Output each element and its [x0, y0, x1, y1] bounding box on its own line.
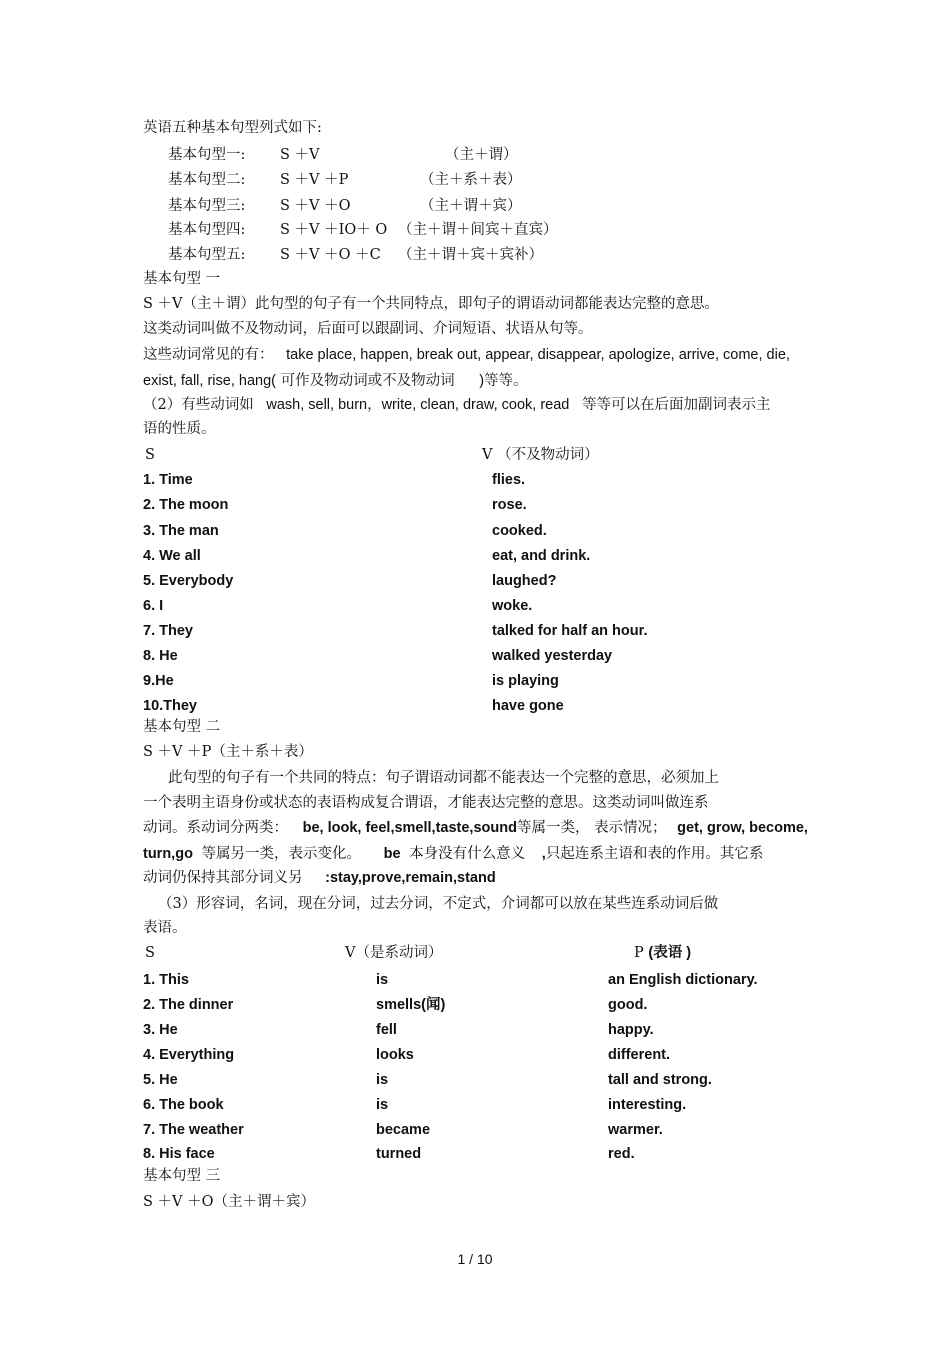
column-header-text: (表语 ) — [648, 945, 692, 961]
paragraph-text: 动词仍保持其部分词义另 — [143, 870, 303, 886]
verb-cell: flies. — [492, 472, 526, 488]
subject-cell: 2. The moon — [143, 497, 229, 513]
subject-cell: 3. The man — [143, 523, 219, 539]
intro-line: 英语五种基本句型列式如下: — [143, 120, 322, 136]
section-heading: 基本句型 一 — [143, 271, 221, 287]
subject-cell: 1. Time — [143, 472, 193, 488]
paragraph — [143, 818, 808, 838]
paragraph: 此句型的句子有一个共同的特点：句子谓语动词都不能表达一个完整的意思，必须加上 — [168, 770, 719, 786]
verb-cell: smells(闻) — [376, 997, 446, 1013]
paragraph-text: 可作及物动词或不及物动词 — [280, 373, 455, 389]
subject-cell: 8. His face — [143, 1146, 215, 1162]
subject-cell: 3. He — [143, 1022, 178, 1038]
paragraph-text: 动词。系动词分两类： — [143, 820, 288, 836]
subject-cell: 5. He — [143, 1072, 178, 1088]
pattern-meaning: （主＋系＋表） — [420, 172, 522, 188]
predicative-cell: tall and strong. — [608, 1072, 712, 1088]
pattern-formula: S ＋V ＋IO＋ O — [280, 222, 388, 238]
paragraph-text: wash, sell, burn，write, clean, draw, cook, read — [266, 397, 570, 413]
paragraph: 一个表明主语身份或状态的表语构成复合谓语，才能表达完整的意思。这类动词叫做连系 — [143, 795, 709, 811]
paragraph-text: 本身没有什么意义 — [409, 846, 526, 862]
section-heading: 基本句型 三 — [143, 1168, 221, 1184]
verb-cell: turned — [376, 1146, 422, 1162]
formula-line: S ＋V ＋P（主＋系＋表） — [143, 744, 313, 760]
paragraph: 表语。 — [143, 920, 187, 936]
paragraph-text: 只起连系主语和表的作用。其它系 — [545, 846, 764, 862]
predicative-cell: good. — [608, 997, 648, 1013]
column-header-text: P — [634, 945, 644, 961]
subject-cell: 7. The weather — [143, 1122, 244, 1138]
paragraph — [143, 844, 763, 864]
pattern-formula: S ＋V ＋P — [280, 172, 349, 188]
paragraph-text: :stay,prove,remain,stand — [325, 870, 496, 886]
predicative-cell: different. — [608, 1047, 671, 1063]
section-heading: 基本句型 二 — [143, 719, 221, 735]
paragraph: 这类动词叫做不及物动词，后面可以跟副词、介词短语、状语从句等。 — [143, 321, 593, 337]
subject-cell: 2. The dinner — [143, 997, 234, 1013]
subject-cell: 10.They — [143, 698, 197, 714]
pattern-meaning: （主＋谓＋间宾＋直宾） — [398, 222, 558, 238]
verb-cell: eat, and drink. — [492, 548, 591, 564]
subject-cell: 4. Everything — [143, 1047, 235, 1063]
paragraph: 语的性质。 — [143, 421, 216, 437]
paragraph-text: exist, fall, rise, hang( — [143, 373, 276, 389]
paragraph-text: , — [541, 846, 546, 862]
paragraph — [143, 345, 790, 365]
page-number: 1 / 10 — [457, 1251, 493, 1267]
predicative-cell: an English dictionary. — [608, 972, 758, 988]
column-header-s: S — [145, 447, 155, 463]
column-header-p — [634, 943, 691, 963]
subject-cell: 4. We all — [143, 548, 201, 564]
pattern-formula: S ＋V — [280, 147, 320, 163]
pattern-label: 基本句型三: — [168, 198, 246, 214]
paragraph-text: 等等可以在后面加副词表示主 — [581, 397, 771, 413]
verb-cell: is — [376, 972, 389, 988]
verb-cell: woke. — [492, 598, 533, 614]
paragraph-text: 等属一类， 表示情况； — [516, 820, 667, 836]
pattern-formula: S ＋V ＋O — [280, 198, 351, 214]
subject-cell: 6. I — [143, 598, 164, 614]
paragraph-text: 等属另一类，表示变化。 — [201, 846, 362, 862]
paragraph-text: 这些动词常见的有： — [143, 347, 274, 363]
verb-cell: laughed? — [492, 573, 557, 589]
paragraph-text: )等等。 — [479, 373, 528, 389]
predicative-cell: warmer. — [608, 1122, 663, 1138]
pattern-label: 基本句型五: — [168, 247, 246, 263]
predicative-cell: interesting. — [608, 1097, 687, 1113]
paragraph — [143, 395, 770, 415]
predicative-cell: happy. — [608, 1022, 654, 1038]
predicative-cell: red. — [608, 1146, 635, 1162]
verb-cell: cooked. — [492, 523, 547, 539]
column-header-v: V（是系动词） — [345, 945, 443, 961]
pattern-meaning: （主＋谓＋宾＋宾补） — [398, 247, 543, 263]
subject-cell: 5. Everybody — [143, 573, 234, 589]
verb-cell: became — [376, 1122, 431, 1138]
verb-cell: is playing — [492, 673, 559, 689]
pattern-label: 基本句型一: — [168, 147, 246, 163]
subject-cell: 7. They — [143, 623, 193, 639]
formula-line: S ＋V（主＋谓）此句型的句子有一个共同特点，即句子的谓语动词都能表达完整的意思。 — [143, 296, 720, 312]
subject-cell: 1. This — [143, 972, 189, 988]
paragraph-text: （2）有些动词如 — [143, 397, 254, 413]
verb-cell: is — [376, 1097, 389, 1113]
subject-cell: 8. He — [143, 648, 178, 664]
column-header-v: V （不及物动词） — [482, 447, 599, 463]
verb-cell: looks — [376, 1047, 414, 1063]
paragraph — [143, 371, 528, 391]
pattern-formula: S ＋V ＋O ＋C — [280, 247, 381, 263]
verb-cell: walked yesterday — [492, 648, 613, 664]
subject-cell: 6. The book — [143, 1097, 224, 1113]
pattern-meaning: （主＋谓） — [445, 147, 518, 163]
paragraph-text: be — [383, 846, 401, 862]
paragraph: （3）形容词，名词，现在分词，过去分词，不定式，介词都可以放在某些连系动词后做 — [158, 896, 719, 912]
verb-cell: rose. — [492, 497, 527, 513]
formula-line: S ＋V ＋O（主＋谓＋宾） — [143, 1194, 316, 1210]
pattern-label: 基本句型二: — [168, 172, 246, 188]
column-header-s: S — [145, 945, 155, 961]
paragraph-text: turn,go — [143, 846, 193, 862]
verb-cell: have gone — [492, 698, 564, 714]
paragraph-text: get, grow, become, — [677, 820, 808, 836]
paragraph — [143, 868, 496, 888]
verb-cell: is — [376, 1072, 389, 1088]
subject-cell: 9.He — [143, 673, 174, 689]
paragraph-text: be, look, feel,smell,taste,sound — [302, 820, 517, 836]
paragraph-text: take place, happen, break out, appear, disappear, apologize, arrive, come, die, — [286, 347, 790, 363]
verb-cell: fell — [376, 1022, 397, 1038]
pattern-meaning: （主＋谓＋宾） — [420, 198, 522, 214]
verb-cell: talked for half an hour. — [492, 623, 648, 639]
pattern-label: 基本句型四: — [168, 222, 246, 238]
